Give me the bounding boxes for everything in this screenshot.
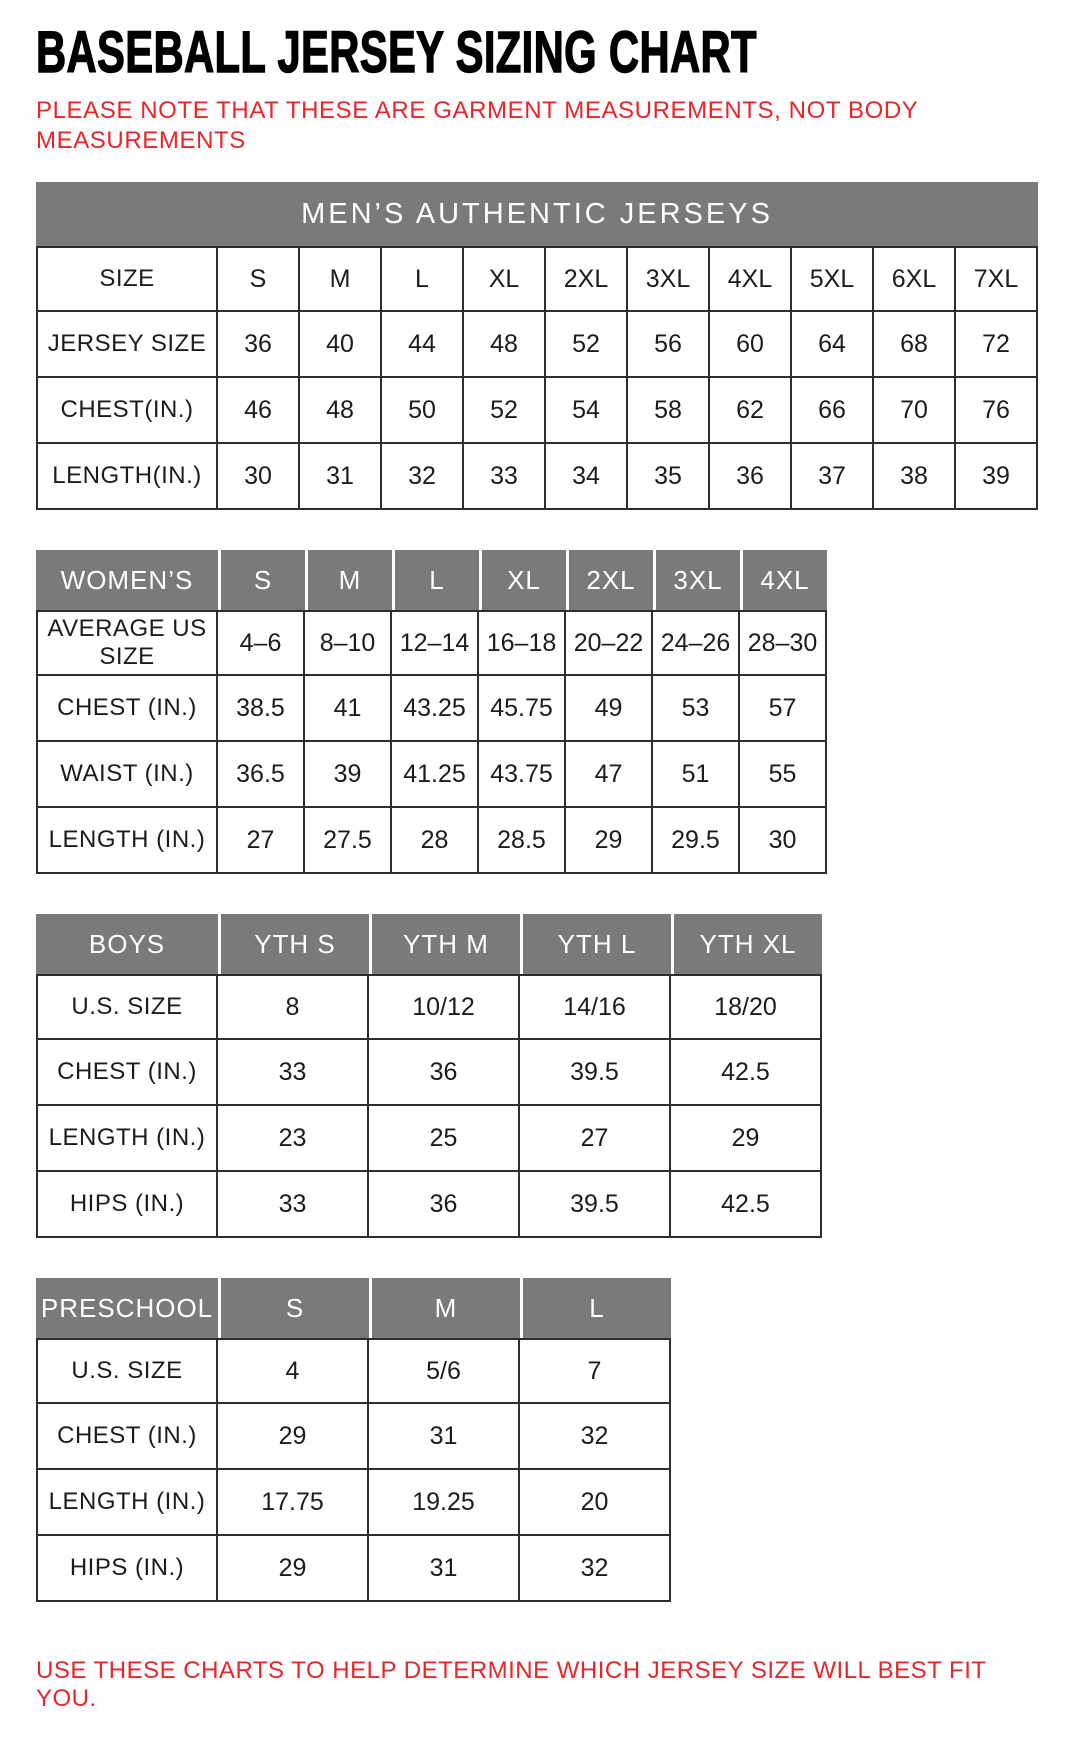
- mens-row-label: LENGTH(IN.): [36, 444, 218, 510]
- mens-cell: M: [300, 246, 382, 312]
- preschool-cell: 4: [218, 1338, 369, 1404]
- mens-row: [36, 444, 1038, 510]
- preschool-cell: 19.25: [369, 1470, 520, 1536]
- mens-cell: 60: [710, 312, 792, 378]
- womens-header-label: WOMEN’S: [36, 550, 218, 610]
- boys-cell: 33: [218, 1172, 369, 1238]
- mens-row: [36, 378, 1038, 444]
- boys-header-cell: YTH S: [218, 914, 369, 974]
- womens-header-cell: L: [392, 550, 479, 610]
- boys-row: [36, 1106, 822, 1172]
- mens-cell: 76: [956, 378, 1038, 444]
- mens-cell: 58: [628, 378, 710, 444]
- mens-cell: 39: [956, 444, 1038, 510]
- womens-cell: 39: [305, 742, 392, 808]
- mens-cell: S: [218, 246, 300, 312]
- womens-cell: 28–30: [740, 610, 827, 676]
- mens-cell: 54: [546, 378, 628, 444]
- mens-cell: L: [382, 246, 464, 312]
- preschool-header-label: PRESCHOOL: [36, 1278, 218, 1338]
- womens-cell: 4–6: [218, 610, 305, 676]
- womens-header-cell: 3XL: [653, 550, 740, 610]
- mens-cell: 40: [300, 312, 382, 378]
- womens-row-label: AVERAGE US SIZE: [36, 610, 218, 676]
- mens-cell: 48: [300, 378, 382, 444]
- preschool-row: [36, 1338, 671, 1404]
- mens-row-label: CHEST(IN.): [36, 378, 218, 444]
- womens-row: [36, 676, 827, 742]
- boys-row: [36, 1172, 822, 1238]
- mens-cell: 2XL: [546, 246, 628, 312]
- mens-cell: 34: [546, 444, 628, 510]
- preschool-cell: 20: [520, 1470, 671, 1536]
- womens-row-label: CHEST (IN.): [36, 676, 218, 742]
- womens-cell: 27: [218, 808, 305, 874]
- womens-header-row: [36, 550, 827, 610]
- boys-row-label: HIPS (IN.): [36, 1172, 218, 1238]
- preschool-cell: 7: [520, 1338, 671, 1404]
- womens-cell: 12–14: [392, 610, 479, 676]
- mens-row-label: SIZE: [36, 246, 218, 312]
- mens-row: [36, 312, 1038, 378]
- preschool-row-label: HIPS (IN.): [36, 1536, 218, 1602]
- womens-header-cell: XL: [479, 550, 566, 610]
- mens-cell: 3XL: [628, 246, 710, 312]
- womens-cell: 45.75: [479, 676, 566, 742]
- mens-cell: 56: [628, 312, 710, 378]
- boys-cell: 29: [671, 1106, 822, 1172]
- womens-header-cell: 2XL: [566, 550, 653, 610]
- boys-row-label: LENGTH (IN.): [36, 1106, 218, 1172]
- womens-cell: 29.5: [653, 808, 740, 874]
- preschool-cell: 17.75: [218, 1470, 369, 1536]
- womens-cell: 41.25: [392, 742, 479, 808]
- womens-cell: 47: [566, 742, 653, 808]
- boys-cell: 39.5: [520, 1172, 671, 1238]
- womens-cell: 20–22: [566, 610, 653, 676]
- womens-cell: 8–10: [305, 610, 392, 676]
- womens-cell: 28: [392, 808, 479, 874]
- mens-cell: 7XL: [956, 246, 1038, 312]
- boys-header-cell: YTH XL: [671, 914, 822, 974]
- mens-cell: 66: [792, 378, 874, 444]
- boys-cell: 42.5: [671, 1040, 822, 1106]
- boys-cell: 8: [218, 974, 369, 1040]
- boys-cell: 36: [369, 1040, 520, 1106]
- mens-cell: 50: [382, 378, 464, 444]
- mens-cell: 36: [218, 312, 300, 378]
- boys-row-label: CHEST (IN.): [36, 1040, 218, 1106]
- mens-cell: 44: [382, 312, 464, 378]
- mens-banner-row: [36, 182, 1038, 246]
- boys-cell: 33: [218, 1040, 369, 1106]
- preschool-cell: 31: [369, 1536, 520, 1602]
- mens-banner: MEN’S AUTHENTIC JERSEYS: [36, 182, 1038, 246]
- mens-cell: XL: [464, 246, 546, 312]
- womens-cell: 43.75: [479, 742, 566, 808]
- preschool-row-label: CHEST (IN.): [36, 1404, 218, 1470]
- mens-row-label: JERSEY SIZE: [36, 312, 218, 378]
- preschool-header-cell: M: [369, 1278, 520, 1338]
- mens-cell: 6XL: [874, 246, 956, 312]
- mens-authentic-jerseys-table: [36, 182, 1038, 510]
- boys-cell: 10/12: [369, 974, 520, 1040]
- preschool-sizing-table: [36, 1278, 671, 1602]
- boys-cell: 39.5: [520, 1040, 671, 1106]
- fit-advice-note: USE THESE CHARTS TO HELP DETERMINE WHICH JERSEY SIZE WILL BEST FIT YOU.: [36, 1657, 987, 1712]
- mens-cell: 32: [382, 444, 464, 510]
- womens-cell: 41: [305, 676, 392, 742]
- mens-cell: 35: [628, 444, 710, 510]
- mens-cell: 5XL: [792, 246, 874, 312]
- womens-cell: 27.5: [305, 808, 392, 874]
- boys-header-row: [36, 914, 822, 974]
- womens-cell: 36.5: [218, 742, 305, 808]
- womens-cell: 29: [566, 808, 653, 874]
- mens-cell: 36: [710, 444, 792, 510]
- boys-cell: 14/16: [520, 974, 671, 1040]
- preschool-cell: 31: [369, 1404, 520, 1470]
- preschool-row-label: U.S. SIZE: [36, 1338, 218, 1404]
- womens-cell: 49: [566, 676, 653, 742]
- womens-header-cell: S: [218, 550, 305, 610]
- boys-cell: 42.5: [671, 1172, 822, 1238]
- mens-cell: 30: [218, 444, 300, 510]
- boys-cell: 27: [520, 1106, 671, 1172]
- womens-cell: 55: [740, 742, 827, 808]
- mens-cell: 68: [874, 312, 956, 378]
- boys-header-cell: YTH M: [369, 914, 520, 974]
- garment-measurement-note: PLEASE NOTE THAT THESE ARE GARMENT MEASUREMENTS, NOT BODY MEASUREMENTS: [36, 97, 918, 154]
- preschool-header-cell: L: [520, 1278, 671, 1338]
- mens-cell: 52: [546, 312, 628, 378]
- womens-header-cell: M: [305, 550, 392, 610]
- boys-row: [36, 974, 822, 1040]
- mens-cell: 64: [792, 312, 874, 378]
- mens-cell: 4XL: [710, 246, 792, 312]
- preschool-cell: 5/6: [369, 1338, 520, 1404]
- page-title: BASEBALL JERSEY SIZING CHART: [36, 20, 757, 85]
- preschool-row: [36, 1404, 671, 1470]
- womens-row-label: WAIST (IN.): [36, 742, 218, 808]
- mens-cell: 33: [464, 444, 546, 510]
- preschool-cell: 32: [520, 1404, 671, 1470]
- mens-cell: 48: [464, 312, 546, 378]
- preschool-header-row: [36, 1278, 671, 1338]
- mens-cell: 37: [792, 444, 874, 510]
- boys-sizing-table: [36, 914, 822, 1238]
- preschool-row: [36, 1470, 671, 1536]
- womens-row: [36, 742, 827, 808]
- boys-cell: 36: [369, 1172, 520, 1238]
- mens-cell: 38: [874, 444, 956, 510]
- preschool-cell: 32: [520, 1536, 671, 1602]
- womens-cell: 30: [740, 808, 827, 874]
- womens-sizing-table: [36, 550, 827, 874]
- boys-row-label: U.S. SIZE: [36, 974, 218, 1040]
- womens-header-cell: 4XL: [740, 550, 827, 610]
- womens-cell: 43.25: [392, 676, 479, 742]
- preschool-header-cell: S: [218, 1278, 369, 1338]
- preschool-cell: 29: [218, 1404, 369, 1470]
- womens-cell: 28.5: [479, 808, 566, 874]
- womens-cell: 38.5: [218, 676, 305, 742]
- preschool-row-label: LENGTH (IN.): [36, 1470, 218, 1536]
- mens-cell: 72: [956, 312, 1038, 378]
- womens-cell: 24–26: [653, 610, 740, 676]
- womens-row: [36, 610, 827, 676]
- boys-cell: 18/20: [671, 974, 822, 1040]
- mens-cell: 52: [464, 378, 546, 444]
- boys-row: [36, 1040, 822, 1106]
- mens-cell: 46: [218, 378, 300, 444]
- womens-cell: 16–18: [479, 610, 566, 676]
- womens-cell: 53: [653, 676, 740, 742]
- womens-row-label: LENGTH (IN.): [36, 808, 218, 874]
- boys-header-cell: YTH L: [520, 914, 671, 974]
- womens-row: [36, 808, 827, 874]
- womens-cell: 57: [740, 676, 827, 742]
- boys-header-label: BOYS: [36, 914, 218, 974]
- preschool-row: [36, 1536, 671, 1602]
- mens-cell: 62: [710, 378, 792, 444]
- mens-cell: 70: [874, 378, 956, 444]
- boys-cell: 23: [218, 1106, 369, 1172]
- preschool-cell: 29: [218, 1536, 369, 1602]
- mens-row: [36, 246, 1038, 312]
- womens-cell: 51: [653, 742, 740, 808]
- boys-cell: 25: [369, 1106, 520, 1172]
- mens-cell: 31: [300, 444, 382, 510]
